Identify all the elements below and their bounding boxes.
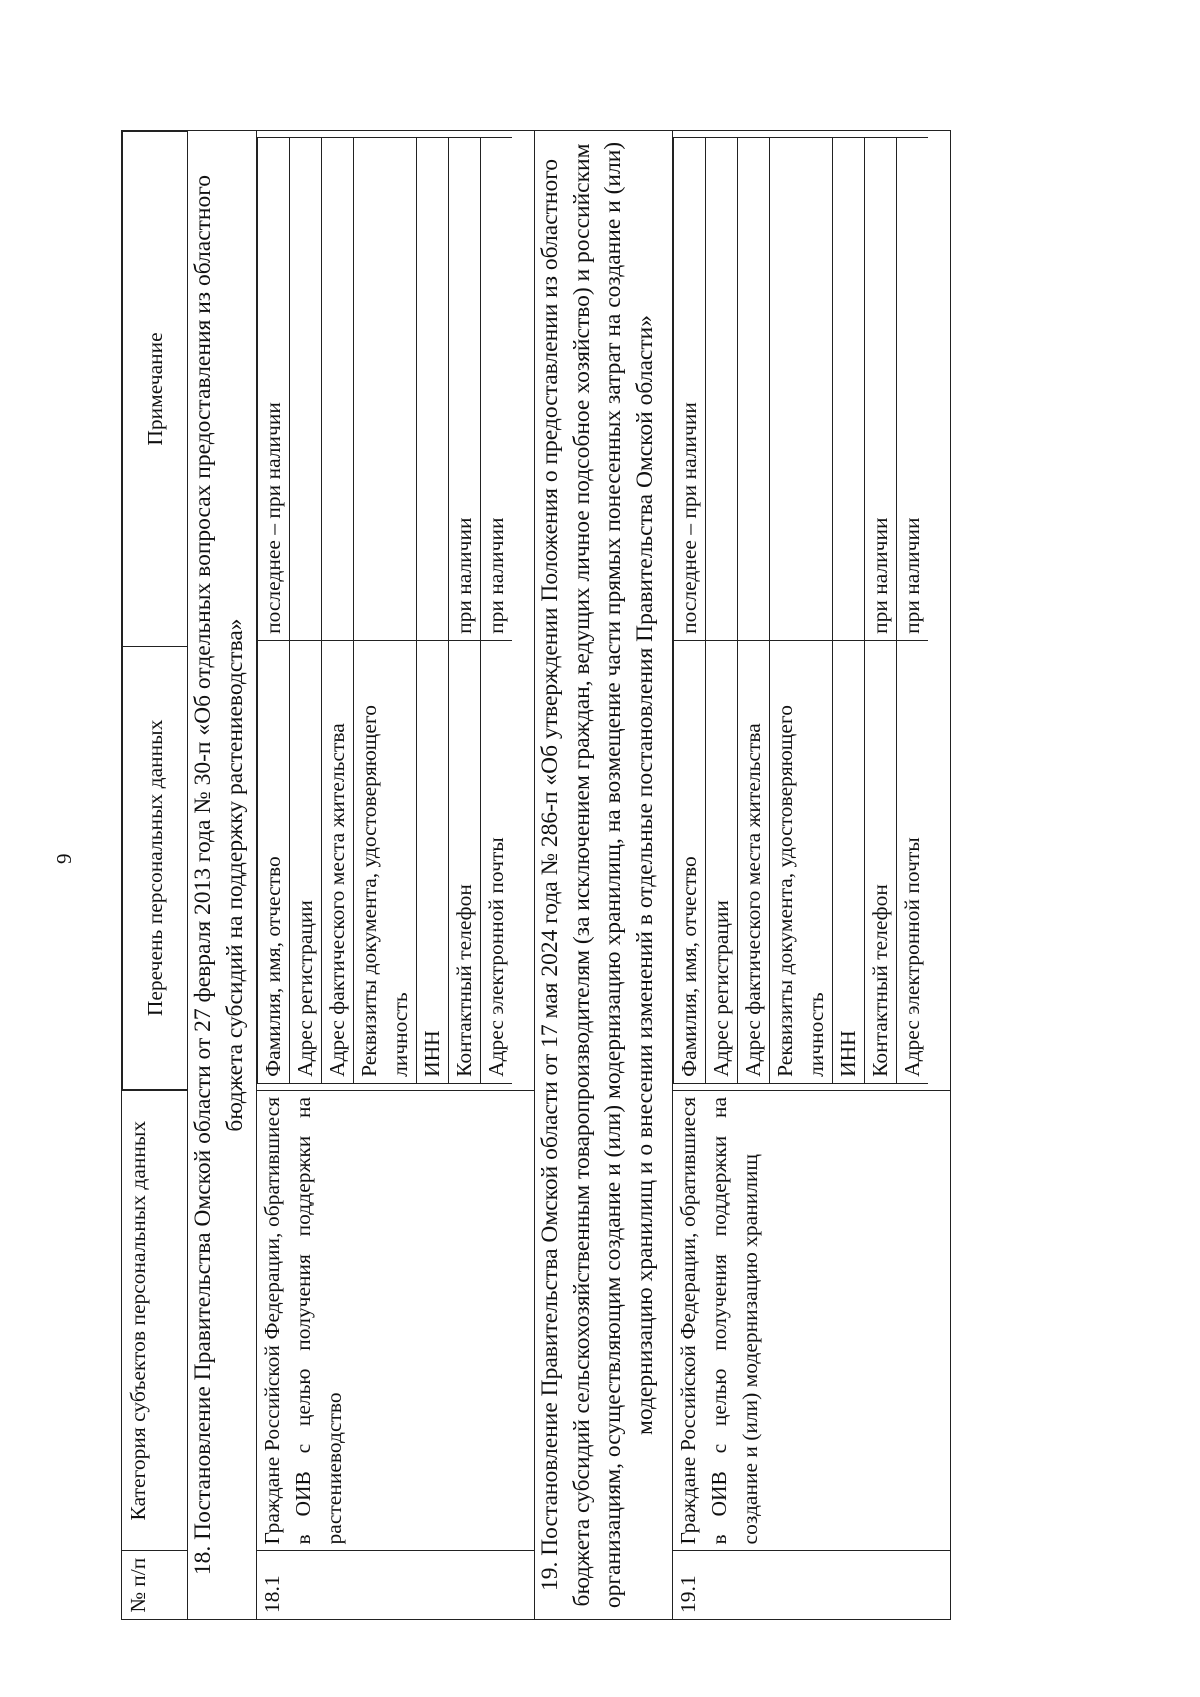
- data-note: последнее – при наличии: [674, 138, 706, 641]
- header-num: № п/п: [122, 1551, 188, 1620]
- data-item-row: [833, 138, 865, 1084]
- data-item: Адрес фактического места жительства: [738, 640, 770, 1083]
- data-item: Адрес регистрации: [290, 640, 322, 1083]
- data-items-cell: [257, 131, 535, 1091]
- section-title: 18. Постановление Правительства Омской области от 27 февраля 2013 года № 30-п «Об отдельных вопросах предоставления из областного бюджета субсидий на поддержку растениеводства»: [188, 131, 257, 1620]
- data-item-row: [322, 138, 354, 1084]
- data-note: [770, 138, 833, 641]
- header-note: Примечание: [123, 132, 188, 647]
- data-item-row: [449, 138, 481, 1084]
- data-item-row: [706, 138, 738, 1084]
- data-item-row: [258, 138, 290, 1084]
- data-note: при наличии: [481, 138, 513, 641]
- data-note: последнее – при наличии: [258, 138, 290, 641]
- section-18-title-row: [188, 131, 257, 1620]
- data-note: [706, 138, 738, 641]
- data-note: [833, 138, 865, 641]
- header-list: Перечень персональных данных: [123, 646, 188, 1089]
- data-note: [417, 138, 449, 641]
- data-note: [354, 138, 417, 641]
- page-number: 9: [52, 853, 76, 864]
- data-note: [290, 138, 322, 641]
- header-category: Категория субъектов персональных данных: [122, 1090, 188, 1551]
- data-items-table: [673, 137, 928, 1084]
- data-item: Реквизиты документа, удостоверяющего личность: [354, 640, 417, 1083]
- data-item-row: [481, 138, 513, 1084]
- data-item: Адрес электронной почты: [897, 640, 929, 1083]
- data-item-row: [770, 138, 833, 1084]
- data-item-row: [865, 138, 897, 1084]
- data-item: Контактный телефон: [449, 640, 481, 1083]
- row-number: 18.1: [257, 1551, 535, 1620]
- data-item: Адрес фактического места жительства: [322, 640, 354, 1083]
- data-items-table: [257, 137, 512, 1084]
- data-note: [738, 138, 770, 641]
- section-19-title-row: [535, 131, 673, 1620]
- subject-category: Граждане Российской Федерации, обратившиеся в ОИВ с целью получения поддержки на создание и (или) модернизацию хранилищ: [673, 1090, 951, 1551]
- data-item: Фамилия, имя, отчество: [674, 640, 706, 1083]
- data-note: [322, 138, 354, 641]
- data-note: при наличии: [897, 138, 929, 641]
- data-item: Адрес электронной почты: [481, 640, 513, 1083]
- data-item-row: [290, 138, 322, 1084]
- data-item-row: [738, 138, 770, 1084]
- rotated-table-container: [121, 130, 951, 1620]
- header-list-note: [122, 131, 188, 1091]
- section-18-data-row: [257, 131, 535, 1620]
- personal-data-table: [121, 130, 951, 1620]
- subject-category: Граждане Российской Федерации, обратившиеся в ОИВ с целью получения поддержки на растениеводство: [257, 1090, 535, 1551]
- header-inner: [122, 131, 187, 1090]
- table-header-row: [122, 131, 188, 1620]
- data-note: при наличии: [449, 138, 481, 641]
- data-item-row: [354, 138, 417, 1084]
- data-item-row: [674, 138, 706, 1084]
- data-item: Фамилия, имя, отчество: [258, 640, 290, 1083]
- section-title: 19. Постановление Правительства Омской области от 17 мая 2024 года № 286-п «Об утверждении Положения о предоставлении из областного бюджета субсидий сельскохозяйственным товаропроизводителям (за исключением граждан, ведущих личное подсобное хозяйство) и российским организациям, осуществляющим создание и (или) модернизацию хранилищ, на возмещение части прямых понесенных затрат на создание и (или) модернизацию хранилищ и о внесении изменений в отдельные постановления Правительства Омской области»: [535, 131, 673, 1620]
- data-item-row: [897, 138, 929, 1084]
- data-note: при наличии: [865, 138, 897, 641]
- data-item: Адрес регистрации: [706, 640, 738, 1083]
- data-items-cell: [673, 131, 951, 1091]
- data-item: Реквизиты документа, удостоверяющего личность: [770, 640, 833, 1083]
- row-number: 19.1: [673, 1551, 951, 1620]
- data-item: ИНН: [417, 640, 449, 1083]
- data-item: ИНН: [833, 640, 865, 1083]
- section-19-data-row: [673, 131, 951, 1620]
- data-item: Контактный телефон: [865, 640, 897, 1083]
- data-item-row: [417, 138, 449, 1084]
